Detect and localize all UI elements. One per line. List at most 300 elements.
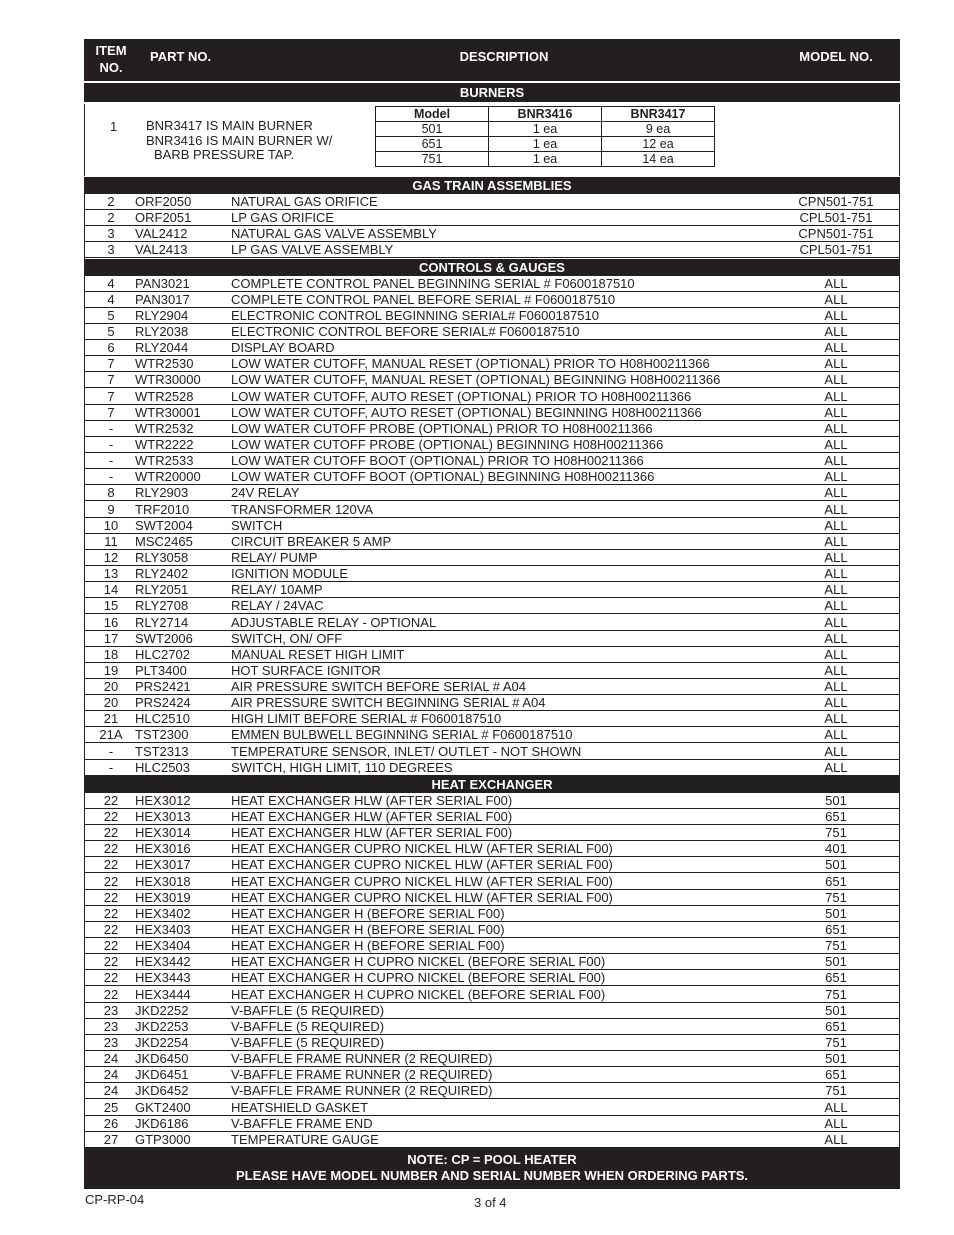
model-no: ALL (824, 356, 848, 372)
description: LOW WATER CUTOFF, AUTO RESET (OPTIONAL) PRIOR TO H08H00211366 (231, 388, 692, 404)
item-no: 22 (103, 792, 119, 808)
table-row (84, 1116, 900, 1132)
burner-item-no: 1 (110, 119, 118, 134)
table-row (84, 292, 900, 308)
model-no: ALL (824, 582, 848, 598)
description: COMPLETE CONTROL PANEL BEFORE SERIAL # F0600187510 (231, 291, 616, 307)
part-no: HEX3013 (135, 809, 191, 825)
model-no: ALL (824, 291, 848, 307)
description: V-BAFFLE FRAME RUNNER (2 REQUIRED) (231, 1051, 493, 1067)
model-no: 501 (825, 792, 847, 808)
footer-note-line: NOTE: CP = POOL HEATER (407, 1152, 577, 1167)
item-no: 22 (103, 938, 119, 954)
model-no: 651 (825, 873, 847, 889)
part-no: WTR2530 (135, 356, 194, 372)
table-row (84, 405, 900, 421)
model-no: ALL (824, 743, 848, 759)
table-row (84, 890, 900, 906)
table-row (84, 276, 900, 292)
table-border (84, 793, 85, 1148)
part-no: HEX3403 (135, 922, 191, 938)
table-row (84, 582, 900, 598)
item-no: 22 (103, 857, 119, 873)
item-no: 23 (103, 1018, 119, 1034)
item-no: - (108, 759, 114, 775)
model-no: CPN501-751 (798, 226, 874, 242)
model-no: 501 (825, 1051, 847, 1067)
description: HEAT EXCHANGER H (BEFORE SERIAL F00) (231, 905, 505, 921)
table-row (84, 663, 900, 679)
description: LP GAS ORIFICE (231, 210, 335, 226)
item-no: 7 (107, 356, 115, 372)
item-no: 23 (103, 1035, 119, 1050)
model-no: 501 (825, 905, 847, 921)
item-no: 22 (103, 922, 119, 938)
part-no: RLY3058 (135, 549, 189, 565)
part-no: WTR2528 (135, 388, 194, 404)
section-burners: BURNERS (84, 83, 900, 102)
table-row (84, 534, 900, 550)
description: CIRCUIT BREAKER 5 AMP (231, 533, 392, 549)
description: IGNITION MODULE (231, 566, 349, 582)
description: SWITCH (231, 517, 283, 533)
table-row (84, 485, 900, 501)
section-header: CONTROLS & GAUGES (84, 259, 900, 276)
section-header: HEAT EXCHANGER (84, 776, 900, 793)
parts-sections (84, 39, 900, 1189)
model-no: ALL (824, 727, 848, 743)
model-no: ALL (824, 566, 848, 582)
header-description: DESCRIPTION (459, 49, 549, 64)
part-no: PLT3400 (135, 662, 187, 678)
model-no: ALL (824, 630, 848, 646)
part-no: JKD6452 (135, 1083, 189, 1099)
part-no: WTR30001 (135, 404, 201, 420)
model-no: 751 (825, 986, 847, 1002)
table-row (84, 1035, 900, 1051)
model-no: 751 (825, 938, 847, 954)
description: TEMPERATURE SENSOR, INLET/ OUTLET - NOT SHOWN (231, 743, 582, 759)
description: HEATSHIELD GASKET (231, 1099, 369, 1115)
description: LOW WATER CUTOFF BOOT (OPTIONAL) PRIOR TO H08H00211366 (231, 453, 644, 469)
model-no: 751 (825, 1035, 847, 1050)
part-no: ORF2051 (135, 210, 192, 226)
item-no: 22 (103, 889, 119, 905)
part-no: HEX3018 (135, 873, 191, 889)
description: HEAT EXCHANGER H CUPRO NICKEL (BEFORE SERIAL F00) (231, 986, 606, 1002)
table-row (84, 242, 900, 258)
qty-cell: 1 ea (489, 152, 602, 167)
model-no: 501 (825, 954, 847, 970)
description: 24V RELAY (231, 485, 300, 501)
part-no: JKD2254 (135, 1035, 189, 1050)
description: HEAT EXCHANGER CUPRO NICKEL HLW (AFTER SERIAL F00) (231, 873, 613, 889)
table-row (84, 210, 900, 226)
description: LOW WATER CUTOFF PROBE (OPTIONAL) BEGINNING H08H00211366 (231, 436, 664, 452)
model-no: CPL501-751 (799, 210, 873, 226)
table-row (84, 324, 900, 340)
item-no: 25 (103, 1099, 119, 1115)
model-no: ALL (824, 549, 848, 565)
part-no: WTR2532 (135, 420, 194, 436)
item-no: 22 (103, 809, 119, 825)
item-no: 22 (103, 954, 119, 970)
part-no: SWT2004 (135, 517, 193, 533)
description: V-BAFFLE (5 REQUIRED) (231, 1002, 385, 1018)
description: AIR PRESSURE SWITCH BEGINNING SERIAL # A04 (231, 695, 546, 711)
table-row (84, 793, 900, 809)
part-no: JKD6450 (135, 1051, 189, 1067)
table-row (84, 938, 900, 954)
model-no: ALL (824, 340, 848, 356)
part-no: PRS2424 (135, 695, 191, 711)
description: HEAT EXCHANGER CUPRO NICKEL HLW (AFTER SERIAL F00) (231, 889, 613, 905)
part-no: JKD6186 (135, 1115, 189, 1131)
item-no: 22 (103, 986, 119, 1002)
qty-cell: 501 (376, 122, 489, 137)
description: ELECTRONIC CONTROL BEGINNING SERIAL# F0600187510 (231, 307, 599, 323)
model-no: ALL (824, 662, 848, 678)
table-row (84, 518, 900, 534)
model-no: CPN501-751 (798, 194, 874, 209)
description: EMMEN BULBWELL BEGINNING SERIAL # F0600187510 (231, 727, 573, 743)
burner-desc-line: BNR3417 IS MAIN BURNER (146, 118, 313, 133)
table-row (84, 1067, 900, 1083)
qty-header: BNR3416 (489, 107, 602, 122)
item-no: 22 (103, 825, 119, 841)
model-no: ALL (824, 517, 848, 533)
part-no: PAN3021 (135, 275, 190, 291)
qty-header: BNR3417 (602, 107, 715, 122)
table-row (84, 502, 900, 518)
part-no: HLC2503 (135, 759, 190, 775)
model-no: ALL (824, 420, 848, 436)
description: AIR PRESSURE SWITCH BEFORE SERIAL # A04 (231, 679, 526, 695)
model-no: 751 (825, 1083, 847, 1099)
part-no: RLY2714 (135, 614, 189, 630)
model-no: 651 (825, 922, 847, 938)
burner-desc-line: BNR3416 IS MAIN BURNER W/ (146, 132, 333, 148)
item-no: 2 (107, 194, 115, 209)
part-no: WTR2533 (135, 453, 194, 469)
qty-cell: 1 ea (489, 122, 602, 137)
model-no: ALL (824, 501, 848, 517)
table-row (84, 857, 900, 873)
description: V-BAFFLE (5 REQUIRED) (231, 1018, 385, 1034)
model-no: 651 (825, 809, 847, 825)
item-no: 5 (107, 323, 115, 339)
table-row (84, 987, 900, 1003)
footer-note (84, 1148, 900, 1189)
item-no: 2 (107, 210, 115, 226)
description: V-BAFFLE (5 REQUIRED) (231, 1035, 385, 1050)
header-model-no: MODEL NO. (799, 49, 873, 64)
model-no: 751 (825, 889, 847, 905)
item-no: 7 (107, 388, 115, 404)
model-no: 651 (825, 970, 847, 986)
model-no: ALL (824, 404, 848, 420)
description: LOW WATER CUTOFF, MANUAL RESET (OPTIONAL) BEGINNING H08H00211366 (231, 372, 721, 388)
part-no: HLC2510 (135, 711, 190, 727)
model-no: ALL (824, 533, 848, 549)
table-row (84, 598, 900, 614)
part-no: ORF2050 (135, 194, 192, 209)
part-no: WTR20000 (135, 469, 201, 485)
table-row (84, 744, 900, 760)
model-no: 501 (825, 857, 847, 873)
description: RELAY/ 10AMP (231, 582, 323, 598)
item-no: 23 (103, 1002, 119, 1018)
table-row (84, 550, 900, 566)
part-no: PAN3017 (135, 291, 190, 307)
table-row (84, 340, 900, 356)
item-no: 18 (103, 646, 119, 662)
table-row (84, 615, 900, 631)
burner-desc-line: BARB PRESSURE TAP. (154, 147, 295, 162)
model-no: ALL (824, 614, 848, 630)
description: SWITCH, ON/ OFF (231, 630, 343, 646)
table-row (84, 825, 900, 841)
description: SWITCH, HIGH LIMIT, 110 DEGREES (231, 759, 453, 775)
description: TRANSFORMER 120VA (231, 501, 374, 517)
part-no: WTR2222 (135, 436, 194, 452)
table-row (84, 954, 900, 970)
table-row (84, 841, 900, 857)
part-no: RLY2904 (135, 307, 189, 323)
item-no: 19 (103, 662, 119, 678)
item-no: 21 (103, 711, 119, 727)
model-no: ALL (824, 372, 848, 388)
part-no: VAL2413 (135, 242, 188, 258)
description: DISPLAY BOARD (231, 340, 335, 356)
table-row (84, 970, 900, 986)
description: HEAT EXCHANGER H (BEFORE SERIAL F00) (231, 922, 505, 938)
table-row (84, 437, 900, 453)
description: LOW WATER CUTOFF, AUTO RESET (OPTIONAL) BEGINNING H08H00211366 (231, 404, 702, 420)
table-row (84, 308, 900, 324)
item-no: - (108, 436, 114, 452)
table-border (84, 194, 85, 259)
item-no: 26 (103, 1115, 119, 1131)
description: HEAT EXCHANGER HLW (AFTER SERIAL F00) (231, 792, 513, 808)
page-number: 3 of 4 (474, 1195, 507, 1210)
table-border (899, 194, 900, 259)
part-no: MSC2465 (135, 533, 193, 549)
table-border (84, 276, 85, 776)
description: LOW WATER CUTOFF PROBE (OPTIONAL) PRIOR TO H08H00211366 (231, 420, 653, 436)
qty-cell: 1 ea (489, 137, 602, 152)
item-no: 15 (103, 598, 119, 614)
model-no: ALL (824, 759, 848, 775)
description: V-BAFFLE FRAME END (231, 1115, 373, 1131)
table-row (84, 631, 900, 647)
header-item-no: ITEM NO. (95, 43, 127, 75)
table-row (84, 356, 900, 372)
part-no: WTR30000 (135, 372, 201, 388)
description: TEMPERATURE GAUGE (231, 1131, 379, 1147)
item-no: 5 (107, 307, 115, 323)
part-no: RLY2903 (135, 485, 189, 501)
part-no: TST2300 (135, 727, 189, 743)
section-header: GAS TRAIN ASSEMBLIES (84, 177, 900, 194)
table-row (84, 1132, 900, 1148)
part-no: RLY2708 (135, 598, 189, 614)
part-no: HEX3402 (135, 905, 191, 921)
description: HEAT EXCHANGER HLW (AFTER SERIAL F00) (231, 809, 513, 825)
table-row (84, 695, 900, 711)
model-no: CPL501-751 (799, 242, 873, 258)
description: COMPLETE CONTROL PANEL BEGINNING SERIAL # F0600187510 (231, 275, 635, 291)
item-no: 27 (103, 1131, 119, 1147)
description: NATURAL GAS ORIFICE (231, 194, 378, 209)
part-no: HEX3019 (135, 889, 191, 905)
item-no: 24 (103, 1083, 119, 1099)
qty-cell: 14 ea (602, 152, 715, 167)
table-row (84, 1019, 900, 1035)
description: HEAT EXCHANGER H CUPRO NICKEL (BEFORE SERIAL F00) (231, 954, 606, 970)
part-no: HEX3404 (135, 938, 191, 954)
table-row (84, 389, 900, 405)
table-row (84, 421, 900, 437)
model-no: ALL (824, 485, 848, 501)
item-no: 7 (107, 372, 115, 388)
model-no: ALL (824, 679, 848, 695)
part-no: JKD2252 (135, 1002, 189, 1018)
description: HEAT EXCHANGER H CUPRO NICKEL (BEFORE SERIAL F00) (231, 970, 606, 986)
part-no: TST2313 (135, 743, 189, 759)
description: RELAY/ PUMP (231, 549, 318, 565)
description: V-BAFFLE FRAME RUNNER (2 REQUIRED) (231, 1067, 493, 1083)
table-row (84, 647, 900, 663)
item-no: 3 (107, 226, 115, 242)
table-row (84, 809, 900, 825)
qty-cell: 12 ea (602, 137, 715, 152)
item-no: - (108, 420, 114, 436)
item-no: - (108, 453, 114, 469)
table-row (84, 453, 900, 469)
item-no: 10 (103, 517, 119, 533)
item-no: 7 (107, 404, 115, 420)
table-row (84, 760, 900, 776)
description: MANUAL RESET HIGH LIMIT (231, 646, 405, 662)
table-row (84, 566, 900, 582)
model-no: 401 (825, 841, 847, 857)
table-row (84, 679, 900, 695)
part-no: RLY2402 (135, 566, 189, 582)
table-border (899, 276, 900, 776)
item-no: 4 (107, 275, 115, 291)
table-row (84, 922, 900, 938)
part-no: TRF2010 (135, 501, 190, 517)
part-no: VAL2412 (135, 226, 188, 242)
model-no: 651 (825, 1018, 847, 1034)
part-no: HEX3444 (135, 986, 191, 1002)
item-no: 11 (104, 533, 118, 549)
model-no: ALL (824, 469, 848, 485)
qty-cell: 9 ea (602, 122, 715, 137)
item-no: 21A (99, 727, 123, 743)
table-row (84, 194, 900, 210)
table-row (84, 1100, 900, 1116)
item-no: 3 (107, 242, 115, 258)
model-no: ALL (824, 307, 848, 323)
qty-cell: 751 (376, 152, 489, 167)
item-no: - (108, 469, 114, 485)
item-no: 12 (103, 549, 119, 565)
item-no: 9 (107, 501, 115, 517)
item-no: 17 (103, 630, 119, 646)
table-row (84, 906, 900, 922)
model-no: ALL (824, 275, 848, 291)
parts-list-sheet (84, 39, 900, 1189)
item-no: 6 (107, 340, 115, 356)
footer-note-line: PLEASE HAVE MODEL NUMBER AND SERIAL NUMBER WHEN ORDERING PARTS. (235, 1168, 749, 1183)
item-no: 22 (103, 841, 119, 857)
description: V-BAFFLE FRAME RUNNER (2 REQUIRED) (231, 1083, 493, 1099)
description: ELECTRONIC CONTROL BEFORE SERIAL# F0600187510 (231, 323, 580, 339)
part-no: SWT2006 (135, 630, 193, 646)
table-row (84, 874, 900, 890)
description: HEAT EXCHANGER CUPRO NICKEL HLW (AFTER SERIAL F00) (231, 841, 613, 857)
part-no: HLC2702 (135, 646, 190, 662)
model-no: ALL (824, 388, 848, 404)
description: HOT SURFACE IGNITOR (231, 662, 381, 678)
description: LOW WATER CUTOFF, MANUAL RESET (OPTIONAL) PRIOR TO H08H00211366 (231, 356, 710, 372)
item-no: 24 (103, 1051, 119, 1067)
part-no: GKT2400 (135, 1099, 191, 1115)
part-no: HEX3012 (135, 792, 191, 808)
item-no: 22 (103, 905, 119, 921)
model-no: ALL (824, 711, 848, 727)
part-no: JKD2253 (135, 1018, 189, 1034)
part-no: HEX3017 (135, 857, 191, 873)
description: LP GAS VALVE ASSEMBLY (231, 242, 394, 258)
table-border (899, 793, 900, 1148)
part-no: HEX3016 (135, 841, 191, 857)
description: RELAY / 24VAC (231, 598, 324, 614)
model-no: ALL (824, 695, 848, 711)
part-no: HEX3442 (135, 954, 191, 970)
model-no: ALL (824, 453, 848, 469)
model-no: ALL (824, 1115, 848, 1131)
item-no: 20 (103, 679, 119, 695)
part-no: HEX3443 (135, 970, 191, 986)
item-no: 24 (103, 1067, 119, 1083)
table-row (84, 711, 900, 727)
description: NATURAL GAS VALVE ASSEMBLY (231, 226, 437, 242)
model-no: 651 (825, 1067, 847, 1083)
model-no: ALL (824, 646, 848, 662)
table-row (84, 1083, 900, 1099)
qty-header: Model (376, 107, 489, 122)
table-row (84, 1003, 900, 1019)
model-no: 501 (825, 1002, 847, 1018)
table-row (84, 727, 900, 743)
item-no: 13 (103, 566, 119, 582)
header-part-no: PART NO. (150, 49, 212, 64)
part-no: RLY2051 (135, 582, 189, 598)
qty-cell: 651 (376, 137, 489, 152)
item-no: 16 (103, 614, 119, 630)
part-no: RLY2044 (135, 340, 189, 356)
model-no: ALL (824, 1131, 848, 1147)
part-no: PRS2421 (135, 679, 191, 695)
item-no: 22 (103, 873, 119, 889)
table-row (84, 372, 900, 388)
description: LOW WATER CUTOFF BOOT (OPTIONAL) BEGINNING H08H00211366 (231, 469, 655, 485)
part-no: HEX3014 (135, 825, 191, 841)
table-row (84, 469, 900, 485)
